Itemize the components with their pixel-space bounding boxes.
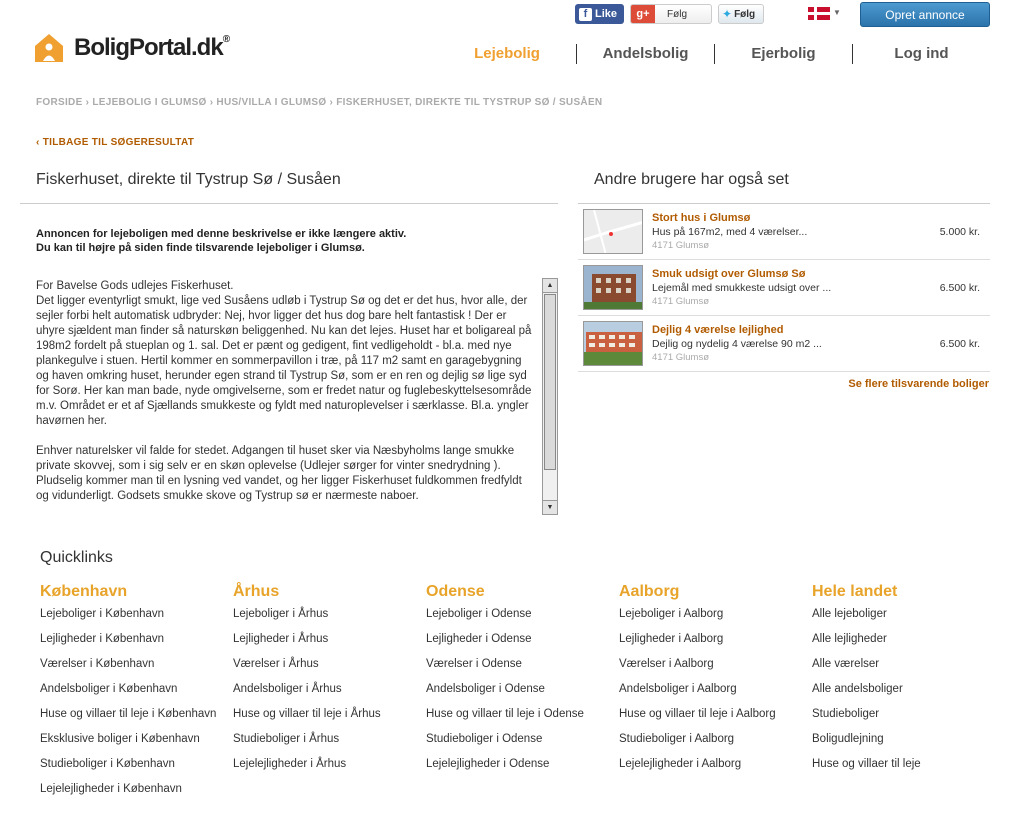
twitter-label: Følg [734, 8, 756, 20]
google-plus-label: Følg [667, 8, 687, 20]
quicklinks-column [233, 583, 426, 780]
quicklink[interactable]: Alle andelsboliger [812, 683, 903, 695]
related-listing-desc: Hus på 167m2, med 4 værelser... [652, 226, 808, 238]
quicklink[interactable]: Værelser i Aalborg [619, 658, 714, 670]
create-listing-button[interactable]: Opret annonce [860, 2, 990, 27]
quicklink[interactable]: Eksklusive boliger i København [40, 733, 200, 745]
quicklink[interactable]: Alle lejligheder [812, 633, 887, 645]
quicklink[interactable]: Studieboliger i Odense [426, 733, 543, 745]
description-paragraph: For Bavelse Gods udlejes Fiskerhuset. Det ligger eventyrligt smukt, lige ved Susåens udløb i Tystrup Sø og det er det hus, hvor alle, der sejler forbi helt automatisk udbryder: Nej, hvor ligger det hus dog bare helt fantastisk ! Der er uhyre sjældent man finder så naturskøn beliggenhed. Nu kan det lejes. Huset har et boligareal på 198m2 fordelt på stueplan og 1. sal. Det er pænt og gedigent, fint vedligeholdt - bl.a. med nye plankegulve i stuen. Hertil kommer en sommerpavillon i træ, på 117 m2 samt en garagebygning og haven omkring huset, herunder egen strand til Tystrup Sø, som er en ren og dejlig sø lige syd for Sorø. Her kan man bade, nyde omgivelserne, som er fredet natur og fuglebeskyttelsesområde m.v. Området er et af Sjællands smukkeste og fyldt med naturoplevelser i særklasse. Bl.a. yngler havørnen her. [36, 280, 532, 427]
related-listing-location: 4171 Glumsø [652, 296, 710, 307]
quicklinks-column [426, 583, 619, 780]
quicklink[interactable]: Huse og villaer til leje i København [40, 708, 217, 720]
quicklink[interactable]: Andelsboliger i Aalborg [619, 683, 737, 695]
quicklinks-heading[interactable]: Odense [426, 583, 485, 600]
quicklink[interactable]: Studieboliger i Århus [233, 733, 340, 745]
related-listing-price: 6.500 kr. [939, 282, 980, 294]
inactive-notice: Annoncen for lejeboligen med denne beskrivelse er ikke længere aktiv. Du kan til højre på siden finde tilsvarende lejeboliger i Glumsø. [36, 228, 407, 254]
quicklink[interactable]: Alle lejeboliger [812, 608, 887, 620]
related-listing-location: 4171 Glumsø [652, 352, 710, 363]
quicklink[interactable]: Lejelejligheder i Aalborg [619, 758, 742, 770]
quicklink[interactable]: Huse og villaer til leje [812, 758, 921, 770]
quicklink[interactable]: Boligudlejning [812, 733, 884, 745]
breadcrumb[interactable]: FORSIDE › LEJEBOLIG I GLUMSØ › HUS/VILLA I GLUMSØ › FISKERHUSET, DIREKTE TIL TYSTRUP SØ / SUSÅEN [36, 97, 603, 108]
map-thumbnail[interactable] [583, 209, 643, 254]
quicklink[interactable]: Værelser i Århus [233, 658, 319, 670]
quicklink[interactable]: Lejligheder i København [40, 633, 165, 645]
facebook-like-label: Like [595, 8, 618, 20]
quicklink[interactable]: Lejelejligheder i Århus [233, 758, 347, 770]
quicklinks-column [40, 583, 233, 805]
nav-lejebolig[interactable]: Lejebolig [474, 45, 540, 62]
quicklink[interactable]: Huse og villaer til leje i Århus [233, 708, 381, 720]
twitter-follow-button[interactable] [718, 4, 764, 24]
logo-text: BoligPortal.dk® [74, 34, 230, 61]
house-person-icon [34, 33, 64, 63]
quicklink[interactable]: Andelsboliger i Odense [426, 683, 545, 695]
quicklink[interactable]: Studieboliger i København [40, 758, 175, 770]
description-paragraph: Enhver naturelsker vil falde for stedet. Adgangen til huset sker via Næsbyholms lange smukke private skovvej, som i sig selv er en skøn oplevelse (Udlejer sørger for vinter snedrydning ). Pludselig kommer man til en lysning ved vandet, og her ligger Fiskerhuset fuldkommen fredfyldt og vidunderligt. Godsets smukke skove og Tystrup sø er nærmeste naboer. [36, 445, 522, 502]
related-listing[interactable] [578, 260, 990, 316]
quicklinks-column [619, 583, 812, 780]
quicklinks-column [812, 583, 1005, 780]
facebook-like-button[interactable] [575, 4, 624, 24]
quicklink[interactable]: Lejligheder i Aalborg [619, 633, 724, 645]
quicklink[interactable]: Lejeboliger i København [40, 608, 165, 620]
quicklink[interactable]: Andelsboliger i København [40, 683, 178, 695]
scroll-thumb[interactable] [544, 294, 556, 470]
twitter-bird-icon: ✦ [722, 7, 733, 21]
facebook-icon: f [579, 8, 592, 21]
quicklink[interactable]: Studieboliger i Aalborg [619, 733, 735, 745]
quicklink[interactable]: Værelser i København [40, 658, 155, 670]
back-to-results-link[interactable]: ‹ TILBAGE TIL SØGERESULTAT [36, 137, 195, 148]
main-nav [438, 44, 990, 64]
quicklink[interactable]: Værelser i Odense [426, 658, 522, 670]
description-scrollbar[interactable] [542, 278, 558, 515]
page-title: Fiskerhuset, direkte til Tystrup Sø / Susåen [36, 171, 341, 188]
nav-log-ind[interactable]: Log ind [852, 44, 990, 64]
quicklinks-heading[interactable]: Århus [233, 583, 280, 600]
related-listing-location: 4171 Glumsø [652, 240, 710, 251]
danish-flag-icon[interactable] [808, 7, 830, 20]
related-listing[interactable] [578, 316, 990, 372]
quicklink[interactable]: Lejligheder i Århus [233, 633, 329, 645]
social-bar [575, 4, 764, 24]
related-listing[interactable] [578, 204, 990, 260]
nav-ejerbolig[interactable]: Ejerbolig [714, 44, 852, 64]
quicklinks-title: Quicklinks [40, 549, 113, 566]
related-listing-price: 5.000 kr. [939, 226, 980, 238]
divider [20, 203, 558, 204]
listing-description[interactable] [36, 279, 536, 515]
more-similar-link[interactable]: Se flere tilsvarende boliger [848, 378, 989, 390]
quicklink[interactable]: Lejeboliger i Aalborg [619, 608, 724, 620]
related-listing-title[interactable]: Smuk udsigt over Glumsø Sø [652, 268, 806, 280]
brick-building-photo[interactable] [583, 265, 643, 310]
quicklink[interactable]: Lejeboliger i Århus [233, 608, 329, 620]
site-logo[interactable] [34, 33, 229, 63]
related-listing-title[interactable]: Stort hus i Glumsø [652, 212, 751, 224]
google-plus-follow-button[interactable] [630, 4, 712, 24]
quicklink[interactable]: Studieboliger [812, 708, 880, 720]
quicklink[interactable]: Huse og villaer til leje i Aalborg [619, 708, 776, 720]
quicklinks-heading[interactable]: København [40, 583, 128, 600]
related-listing-desc: Lejemål med smukkeste udsigt over ... [652, 282, 832, 294]
quicklink[interactable]: Lejligheder i Odense [426, 633, 532, 645]
quicklink[interactable]: Lejelejligheder i København [40, 783, 182, 795]
chevron-down-icon[interactable]: ▼ [833, 8, 841, 17]
google-plus-icon: g+ [631, 5, 655, 23]
apartment-block-photo[interactable] [583, 321, 643, 366]
related-listing-title[interactable]: Dejlig 4 værelse lejlighed [652, 324, 784, 336]
quicklink[interactable]: Lejelejligheder i Odense [426, 758, 550, 770]
quicklinks-heading[interactable]: Aalborg [619, 583, 680, 600]
quicklink[interactable]: Alle værelser [812, 658, 880, 670]
quicklinks-heading[interactable]: Hele landet [812, 583, 898, 600]
quicklink[interactable]: Huse og villaer til leje i Odense [426, 708, 584, 720]
scroll-down-icon[interactable]: ▼ [543, 500, 557, 514]
related-listing-price: 6.500 kr. [939, 338, 980, 350]
quicklink[interactable]: Andelsboliger i Århus [233, 683, 342, 695]
related-title: Andre brugere har også set [594, 171, 789, 188]
quicklink[interactable]: Lejeboliger i Odense [426, 608, 532, 620]
related-listing-desc: Dejlig og nydelig 4 værelse 90 m2 ... [652, 338, 822, 350]
scroll-up-icon[interactable]: ▲ [543, 279, 557, 293]
nav-andelsbolig[interactable]: Andelsbolig [576, 44, 714, 64]
